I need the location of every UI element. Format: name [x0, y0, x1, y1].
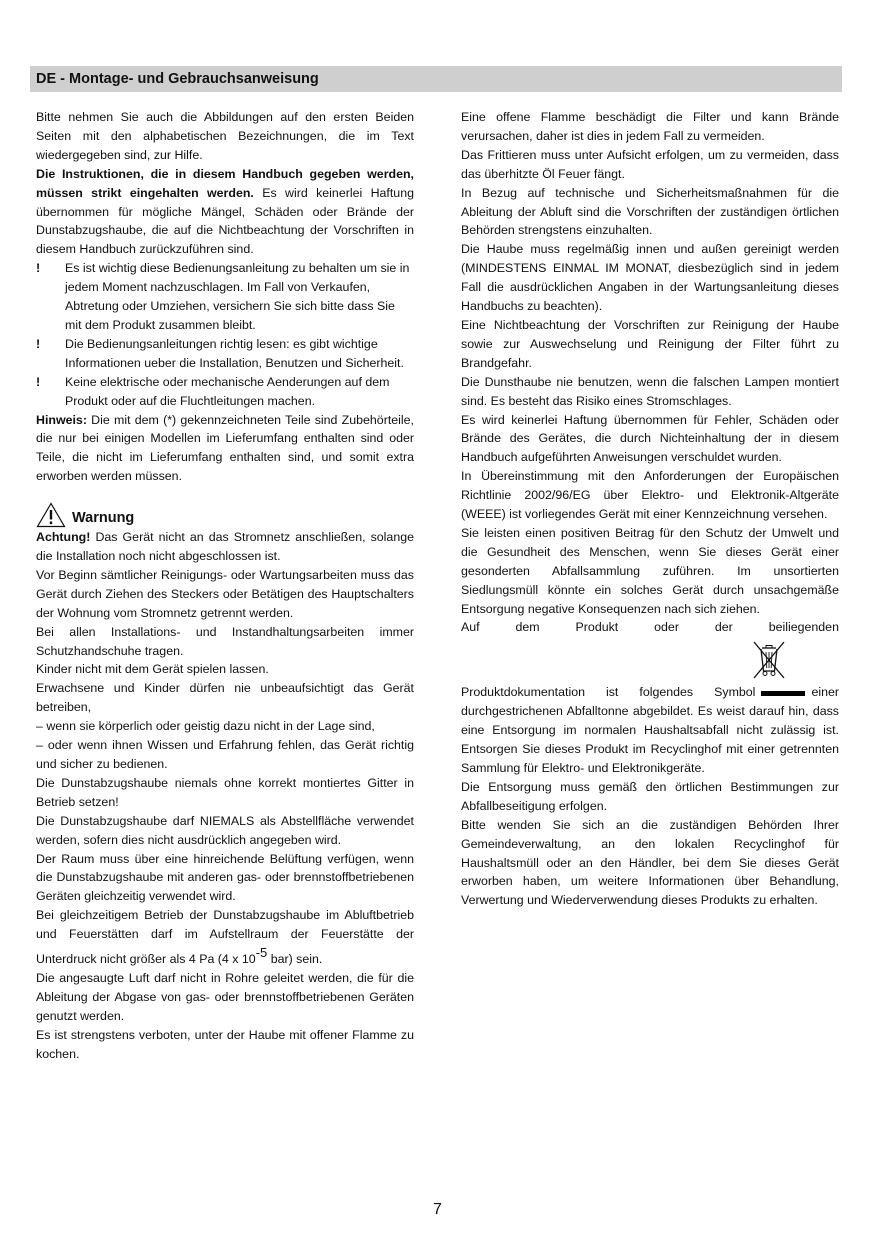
attention-text: Das Gerät nicht an das Stromnetz anschließen, solange die Installation noch nicht abgeschlossen ist. [36, 530, 414, 564]
section-title: DE - Montage- und Gebrauchsanweisung [36, 71, 319, 87]
bin-underline-bar-icon [761, 691, 805, 696]
section-header [30, 66, 842, 92]
left-column [36, 108, 414, 1064]
bullet-text: Es ist wichtig diese Bedienungsanleitung zu behalten um sie in jedem Moment nachzuschlagen. Im Fall von Verkaufen, Abtretung oder Umziehen, versichern Sie sich bitte dass Sie mit dem Produkt zusammen bleibt. [65, 261, 410, 332]
note-paragraph [36, 411, 414, 487]
pressure-text: Bei gleichzeitigem Betrieb der Dunstabzugshaube im Abluftbetrieb und Feuerstätten darf im Aufstellraum der Feuerstätte der Unterdruck nicht größer als 4 Pa (4 x 10 [36, 908, 414, 967]
warning-paragraph: Die Dunstabzugshaube darf NIEMALS als Abstellfläche verwendet werden, sofern dies nicht ausdrücklich angegeben wird. [36, 813, 414, 847]
pressure-unit: bar) sein. [267, 952, 323, 967]
text-paragraph: Die Dunsthaube nie benutzen, wenn die falschen Lampen montiert sind. Es besteht das Risiko eines Stromschlages. [461, 374, 839, 408]
warning-paragraph: – wenn sie körperlich oder geistig dazu nicht in der Lage sind, [36, 719, 375, 734]
pressure-paragraph [36, 906, 414, 969]
text-paragraph: Die Entsorgung muss gemäß den örtlichen Bestimmungen zur Abfallbeseitigung erfolgen. [461, 779, 839, 813]
text-paragraph: Die Haube muss regelmäßig innen und außen gereinigt werden (MINDESTENS EINMAL IM MONAT, diesbezüglich sind in jedem Fall die ausdrücklichen Angaben in der Wartungsanleitung dieses Handbuchs zu beachten). [461, 242, 839, 314]
text-paragraph: In Übereinstimmung mit den Anforderungen der Europäischen Richtlinie 2002/96/EG über Elektro- und Elektronik-Altgeräte (WEEE) ist vorliegendes Gerät mit einer Kennzeichnung versehen. [461, 469, 839, 522]
symbol-text-rest: einer durchgestrichenen Abfalltonne abgebildet. Es weist darauf hin, dass eine Entsorgung im normalen Haushaltsabfall nicht zulässig ist. Entsorgen Sie dieses Produkt im Recyclinghof mit einer getrennten Sammlung für Elektro- und Elektronikgeräte. [461, 685, 839, 775]
exclamation-icon: ! [36, 261, 41, 276]
bullet-text: Die Bedienungsanleitungen richtig lesen: es gibt wichtige Informationen ueber die Installation, Benutzen und Sicherheit. [65, 336, 404, 370]
warning-paragraph: Vor Beginn sämtlicher Reinigungs- oder Wartungsarbeiten muss das Gerät durch Ziehen des Steckers oder Betätigen des Hauptschalters der Wohnung vom Stromnetz getrennt werden. [36, 567, 414, 620]
bullet-item [36, 259, 414, 335]
text-paragraph: Das Frittieren muss unter Aufsicht erfolgen, um zu vermeiden, dass das überhitzte Öl Feuer fängt. [461, 147, 839, 181]
exclamation-icon: ! [36, 374, 41, 389]
text-paragraph: Eine Nichtbeachtung der Vorschriften zur Reinigung der Haube sowie zur Auswechselung und Reinigung der Filter führt zu Brandgefahr. [461, 317, 839, 370]
warning-paragraph: Der Raum muss über eine hinreichende Belüftung verfügen, wenn die Dunstabzugshaube mit anderen gas- oder brennstoffbetriebenen Geräten gleichzeitig verwendet wird. [36, 851, 414, 904]
intro-paragraph: Bitte nehmen Sie auch die Abbildungen auf den ersten Beiden Seiten mit den alphabetischen Bezeichnungen, die im Text wiedergegeben sind, zur Hilfe. [36, 110, 414, 162]
warning-paragraph: – oder wenn ihnen Wissen und Erfahrung fehlen, das Gerät richtig und sicher zu bedienen. [36, 738, 414, 771]
text-paragraph: Bitte wenden Sie sich an die zuständigen Behörden Ihrer Gemeindeverwaltung, an den lokalen Recyclinghof für Haushaltsmüll oder an den Händler, bei dem Sie dieses Gerät erworben haben, um weitere Informationen über Behandlung, Verwertung und Wiederverwendung dieses Produkts zu erhalten. [461, 817, 839, 908]
instructions-bold: Die Instruktionen, die in diesem Handbuch gegeben werden, müssen strikt eingehalten werden. [36, 166, 414, 200]
warning-paragraph: Bei allen Installations- und Instandhaltungsarbeiten immer Schutzhandschuhe tragen. [36, 624, 414, 658]
bullet-text: Keine elektrische oder mechanische Aenderungen auf dem Produkt oder auf die Fluchtleitungen machen. [65, 374, 390, 408]
symbol-intro-line: Auf dem Produkt oder der beiliegenden [461, 620, 839, 635]
warning-paragraph: Erwachsene und Kinder dürfen nie unbeaufsichtigt das Gerät betreiben, [36, 681, 414, 715]
exclamation-icon: ! [36, 336, 41, 351]
instructions-rest: Es wird keinerlei Haftung übernommen für mögliche Mängel, Schäden oder Brände der Dunstabzugshaube, die auf die Nichtbeachtung der Vorschriften in diesem Handbuch zurückzuführen sind. [36, 185, 414, 257]
warning-title: Warnung [72, 510, 135, 527]
note-text: Die mit dem (*) gekennzeichneten Teile sind Zubehörteile, die nur bei einigen Modellen im Lieferumfang enthalten sind oder Teile, die nicht im Lieferumfang enthalten sind, und somit extra erworben werden müssen. [36, 412, 414, 484]
attention-label: Achtung! [36, 530, 91, 545]
text-paragraph: Es wird keinerlei Haftung übernommen für Fehler, Schäden oder Brände des Gerätes, die durch Nichteinhaltung der in diesem Handbuch aufgeführten Anweisungen verschuldet wurden. [461, 412, 839, 465]
text-paragraph: In Bezug auf technische und Sicherheitsmaßnahmen für die Ableitung der Abluft sind die Vorschriften der zuständigen örtlichen Behörden strengstens einzuhalten. [461, 185, 839, 238]
symbol-text-start: Produktdokumentation ist folgendes Symbol [461, 685, 756, 700]
symbol-paragraph [461, 683, 839, 778]
warning-heading [36, 500, 414, 528]
exponent: -5 [255, 945, 268, 961]
text-paragraph: Sie leisten einen positiven Beitrag für den Schutz der Umwelt und die Gesundheit des Menschen, wenn Sie dieses Gerät einer gesonderten Abfallsammlung zuführen. Im unsortierten Siedlungsmüll könnte ein solches Gerät durch unsachgemäße Entsorgung negative Konsequenzen nach sich ziehen. [461, 525, 839, 616]
warning-triangle-icon [36, 502, 66, 528]
warning-paragraph: Die Dunstabzugshaube niemals ohne korrekt montiertes Gitter in Betrieb setzen! [36, 775, 414, 809]
crossed-out-bin-icon [749, 639, 789, 681]
note-label: Hinweis: [36, 412, 87, 427]
bullet-item [36, 373, 414, 411]
bullet-item [36, 335, 414, 373]
page-number: 7 [433, 1201, 442, 1218]
warning-paragraph: Kinder nicht mit dem Gerät spielen lassen. [36, 662, 269, 677]
text-paragraph: Eine offene Flamme beschädigt die Filter und kann Brände verursachen, daher ist dies in jedem Fall zu vermeiden. [461, 110, 839, 143]
weee-symbol-row [461, 637, 839, 683]
right-column [461, 108, 839, 910]
warning-paragraph: Es ist strengstens verboten, unter der Haube mit offener Flamme zu kochen. [36, 1027, 414, 1061]
instructions-paragraph [36, 165, 414, 260]
attention-paragraph [36, 528, 414, 566]
warning-paragraph: Die angesaugte Luft darf nicht in Rohre geleitet werden, die für die Ableitung der Abgase von gas- oder brennstoffbetriebenen Geräten genutzt werden. [36, 970, 414, 1023]
